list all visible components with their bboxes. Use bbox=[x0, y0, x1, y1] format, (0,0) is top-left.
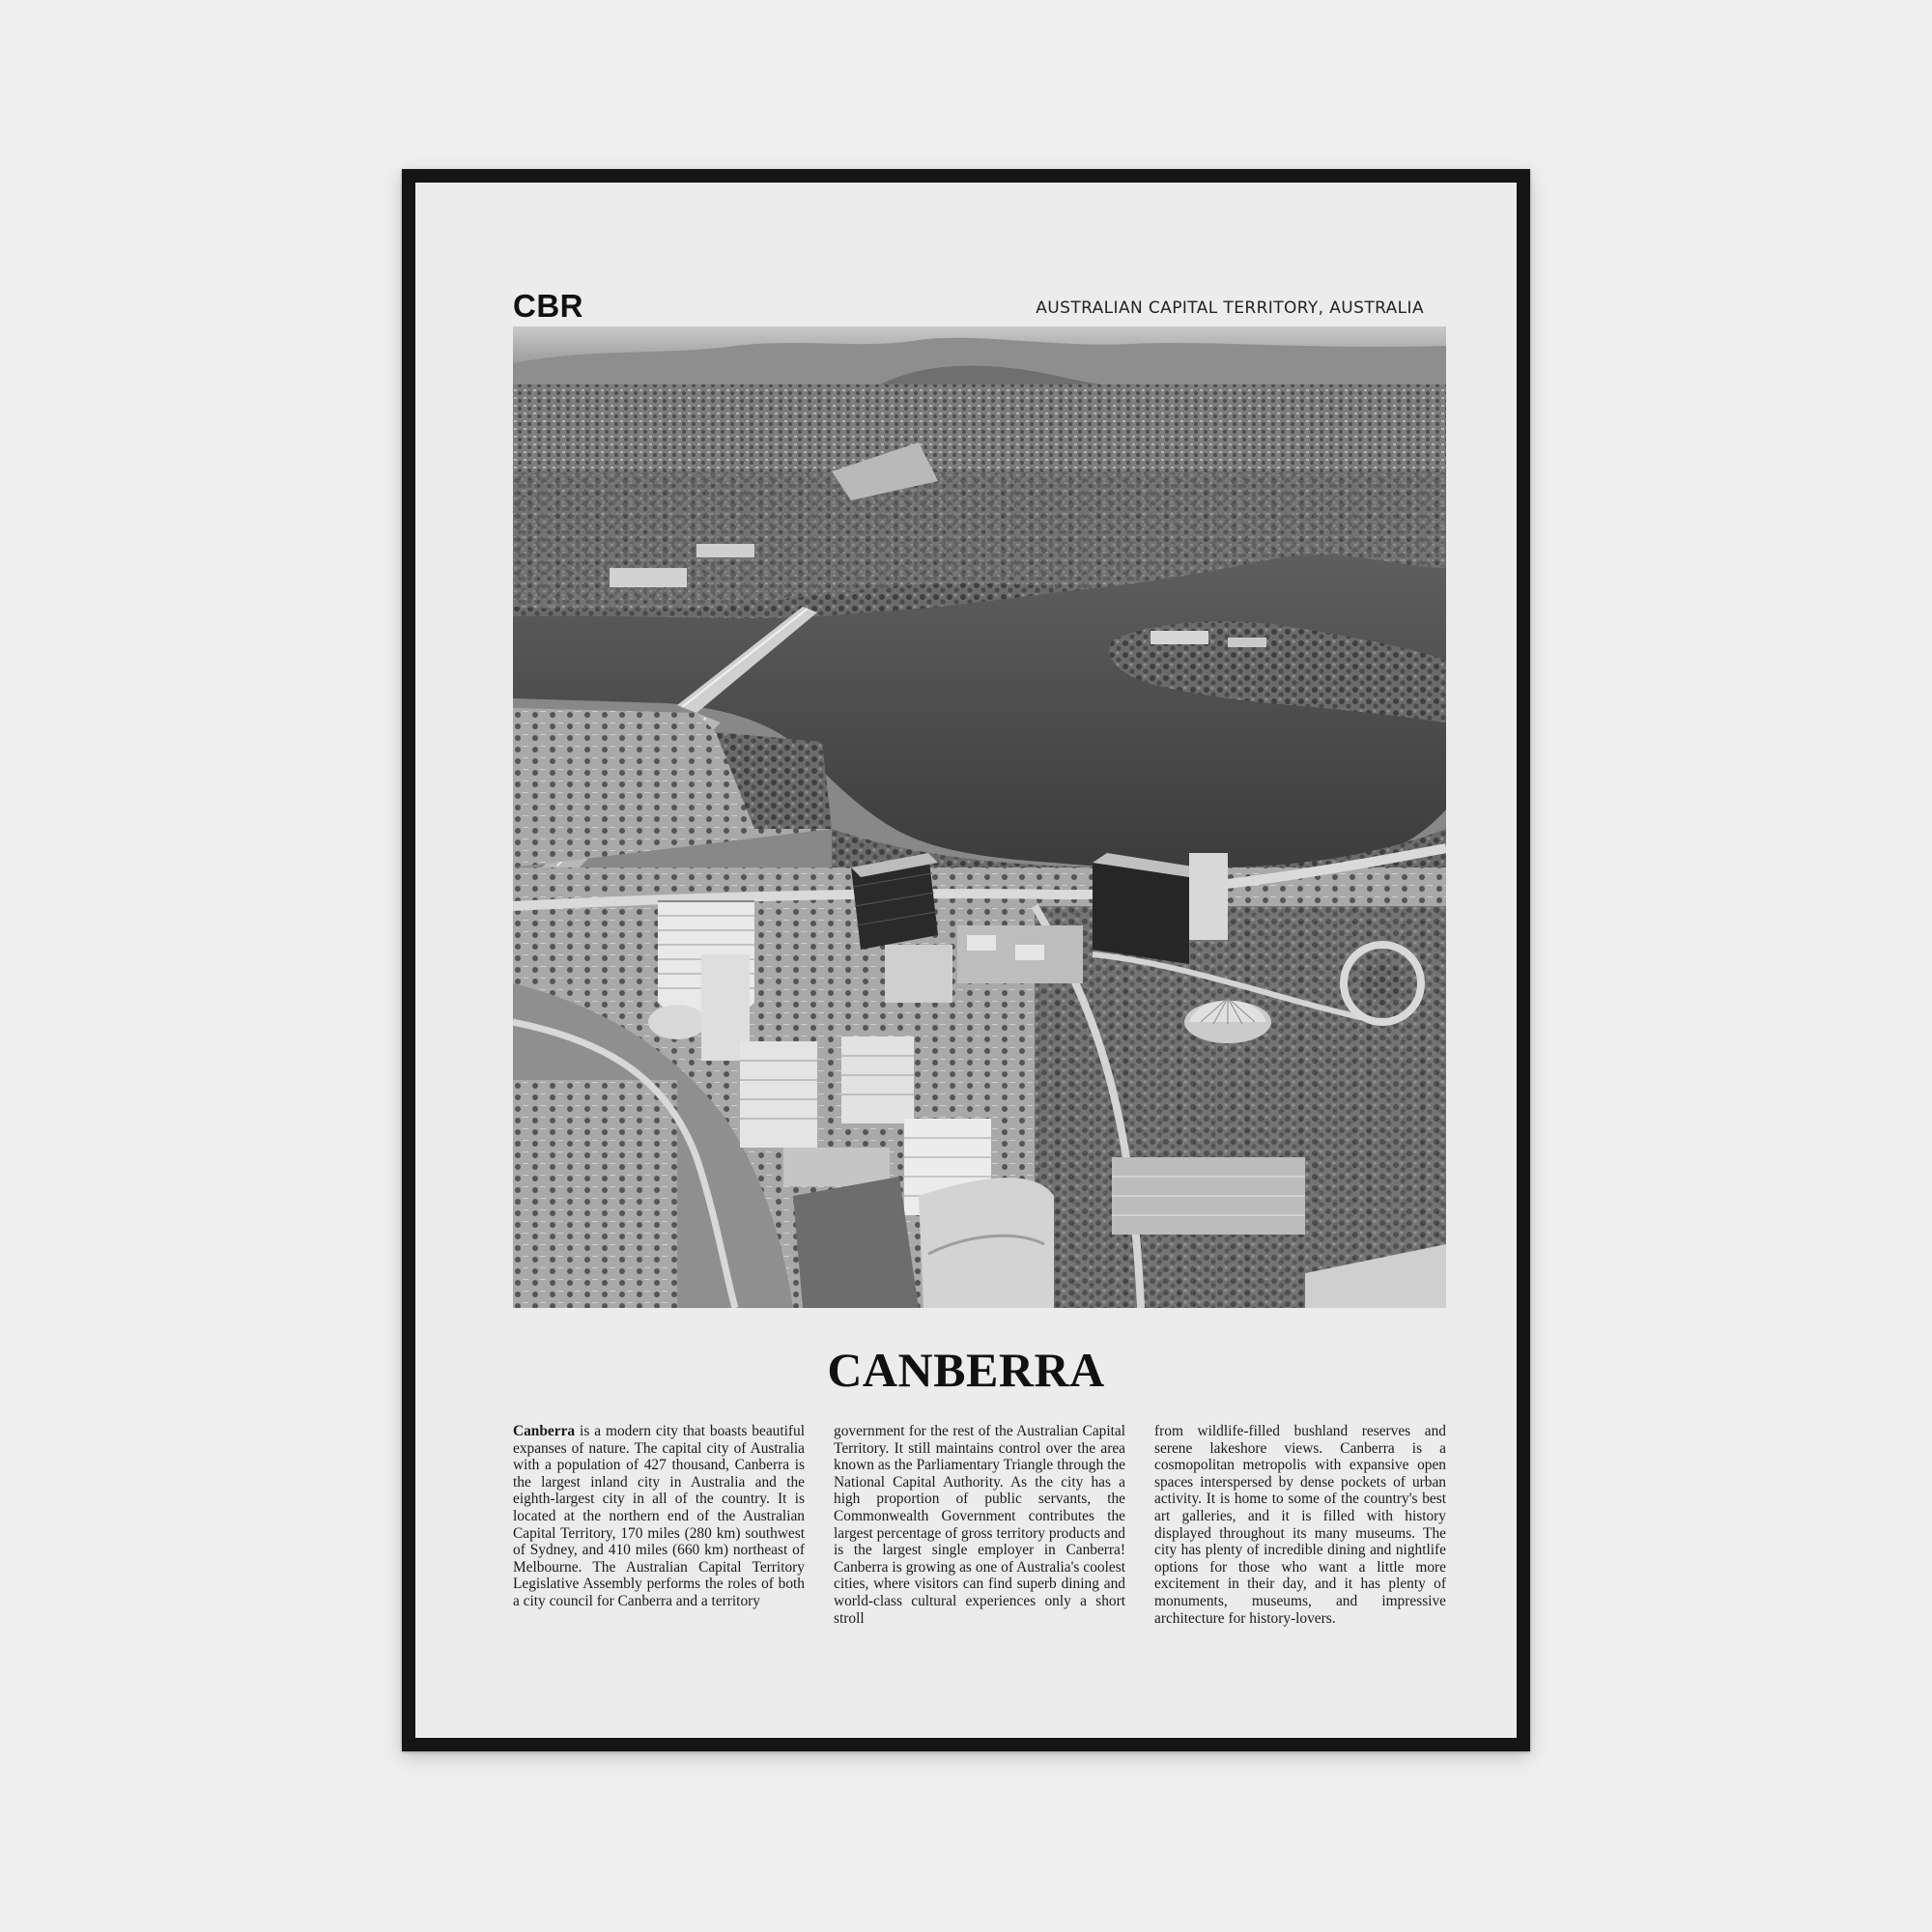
poster-frame bbox=[402, 169, 1530, 1751]
poster-paper bbox=[415, 183, 1517, 1738]
city-code: CBR bbox=[513, 288, 583, 324]
aerial-photo bbox=[513, 327, 1446, 1308]
city-title: CANBERRA bbox=[827, 1343, 1105, 1397]
column-1-text: is a modern city that boasts beautiful expanses of nature. The capital city of Australia with a population of 427 thousand, Canberra is the largest inland city in Australia and the eighth-largest city in all of the country. It is located at the northern end of the Australian Capital Territory, 170 miles (280 km) southwest of Sydney, and 410 miles (660 km) northeast of Melbourne. The Australian Capital Territory Legislative Assembly performs the roles of both a city council for Canberra and a territory bbox=[513, 1423, 805, 1609]
description-column-1 bbox=[513, 1423, 805, 1627]
region-label: AUSTRALIAN CAPITAL TERRITORY, AUSTRALIA bbox=[1036, 298, 1424, 318]
description-column-2: government for the rest of the Australian Capital Territory. It still maintains control over the area known as the Parliamentary Triangle through the National Capital Authority. As the city has a high proportion of public servants, the Commonwealth Government contributes the largest percentage of gross territory products and is the largest single employer in Canberra! Canberra is growing as one of Australia's coolest cities, where visitors can find superb dining and world-class cultural experiences only a short stroll bbox=[834, 1423, 1125, 1627]
intro-bold: Canberra bbox=[513, 1423, 576, 1439]
description bbox=[513, 1423, 1446, 1627]
description-column-3: from wildlife-filled bushland reserves and serene lakeshore views. Canberra is a cosmopolitan metropolis with expansive open spaces interspersed by dense pockets of urban activity. It is home to some of the country's best art galleries, and it is filled with history displayed throughout its many museums. The city has plenty of incredible dining and nightlife options for those who want a little more excitement in their day, and it has plenty of monuments, museums, and impressive architecture for history-lovers. bbox=[1154, 1423, 1446, 1627]
